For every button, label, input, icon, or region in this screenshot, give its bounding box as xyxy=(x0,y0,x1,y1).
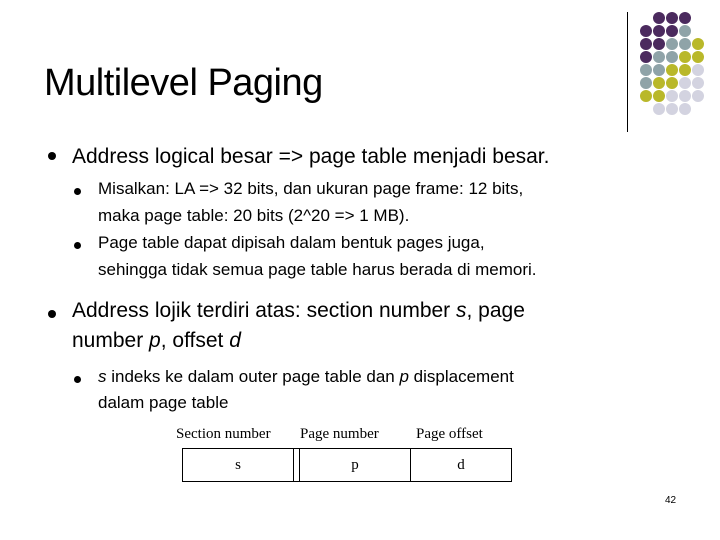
decorative-dot xyxy=(653,25,665,37)
decorative-dot xyxy=(692,51,704,63)
decorative-dot xyxy=(692,64,704,76)
sub-bullet-text: Misalkan: LA => 32 bits, dan ukuran page frame: 12 bits, xyxy=(98,179,524,198)
sub-bullet-text-part: displacement xyxy=(408,367,514,386)
sub-bullet-text-cont: dalam page table xyxy=(98,393,229,412)
field-s: s xyxy=(235,456,241,473)
field-d: d xyxy=(457,456,465,473)
bullet-dot xyxy=(48,310,56,318)
decorative-dot xyxy=(692,38,704,50)
label-page-number: Page number xyxy=(300,426,379,442)
sub-bullet-dot xyxy=(74,376,81,383)
decorative-dot xyxy=(640,77,652,89)
decorative-dot xyxy=(679,25,691,37)
var-s: s xyxy=(98,367,107,386)
field-p: p xyxy=(351,456,359,473)
decorative-dot xyxy=(666,51,678,63)
decorative-dot xyxy=(653,12,665,24)
page-number: 42 xyxy=(665,495,677,506)
decorative-dot xyxy=(640,25,652,37)
decorative-dot xyxy=(640,51,652,63)
decorative-dot xyxy=(666,38,678,50)
decorative-dot xyxy=(666,25,678,37)
slide-title: Multilevel Paging xyxy=(44,62,323,104)
var-p: p xyxy=(399,367,409,386)
decorative-dot xyxy=(666,12,678,24)
bullet-text-cont xyxy=(72,327,241,354)
sub-bullet-dot xyxy=(74,188,81,195)
decorative-dot xyxy=(666,77,678,89)
field-divider xyxy=(293,449,294,481)
decorative-dot xyxy=(640,38,652,50)
var-p: p xyxy=(149,329,161,352)
decorative-dot xyxy=(666,103,678,115)
decorative-dot xyxy=(679,77,691,89)
decorative-dot xyxy=(653,51,665,63)
bullet-text-part: Address lojik terdiri atas: section number xyxy=(72,299,456,322)
decorative-dot xyxy=(666,90,678,102)
sub-bullet-dot xyxy=(74,242,81,249)
decorative-dot xyxy=(640,90,652,102)
bullet-text-part: , page xyxy=(466,299,525,322)
decorative-divider xyxy=(627,12,628,132)
bullet-dot xyxy=(48,152,56,160)
bullet-text xyxy=(72,297,525,324)
bullet-text-part: number xyxy=(72,329,150,352)
decorative-dot xyxy=(679,38,691,50)
bullet-text-part: , offset xyxy=(160,329,230,352)
decorative-dot xyxy=(692,90,704,102)
decorative-dot xyxy=(653,90,665,102)
decorative-dot xyxy=(653,64,665,76)
decorative-dot xyxy=(692,77,704,89)
sub-bullet-text-cont: sehingga tidak semua page table harus berada di memori. xyxy=(98,260,537,279)
decorative-dot-grid xyxy=(640,12,720,122)
sub-bullet-text-cont: maka page table: 20 bits (2^20 => 1 MB). xyxy=(98,206,410,225)
decorative-dot xyxy=(653,38,665,50)
decorative-dot xyxy=(679,51,691,63)
bullet-text: Address logical besar => page table menjadi besar. xyxy=(72,145,550,168)
label-page-offset: Page offset xyxy=(416,426,483,442)
decorative-dot xyxy=(679,90,691,102)
address-format-box xyxy=(182,448,512,482)
decorative-dot xyxy=(679,12,691,24)
decorative-dot xyxy=(640,64,652,76)
var-s: s xyxy=(456,299,467,322)
decorative-dot xyxy=(666,64,678,76)
label-section-number: Section number xyxy=(176,426,271,442)
sub-bullet-text: Page table dapat dipisah dalam bentuk pages juga, xyxy=(98,233,485,252)
decorative-dot xyxy=(653,103,665,115)
sub-bullet-text xyxy=(98,365,514,389)
sub-bullet-text-part: indeks ke dalam outer page table dan xyxy=(106,367,400,386)
var-d: d xyxy=(229,329,241,352)
decorative-dot xyxy=(679,64,691,76)
decorative-dot xyxy=(653,77,665,89)
decorative-dot xyxy=(679,103,691,115)
